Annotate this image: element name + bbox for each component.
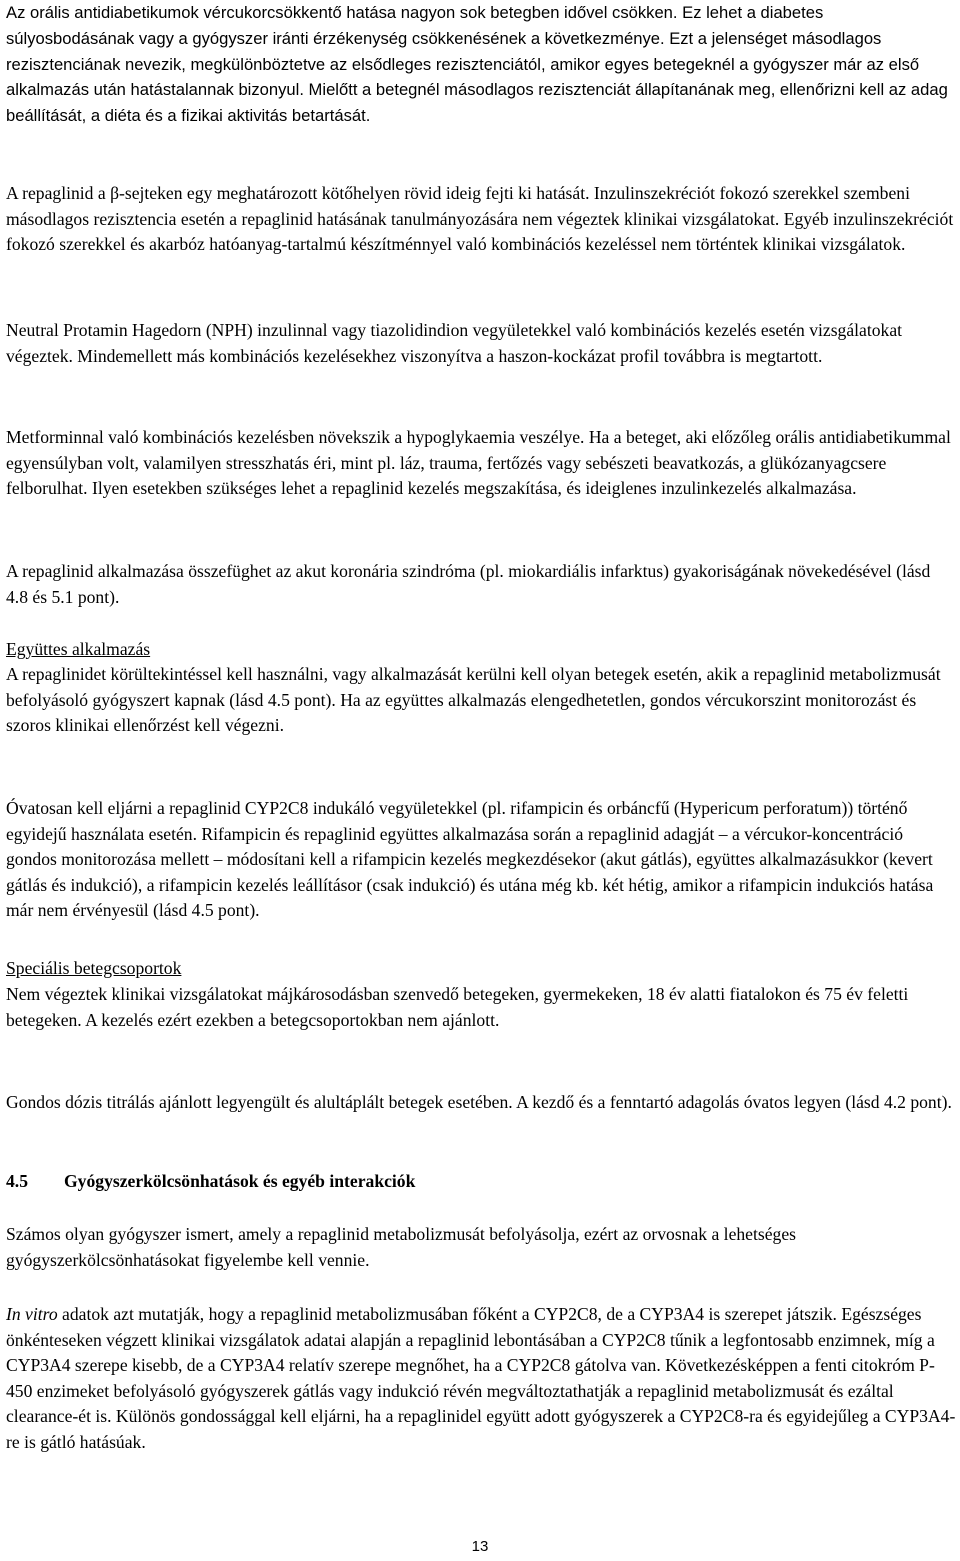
paragraph-resistance: Az orális antidiabetikumok vércukorcsökkentő hatása nagyon sok betegben idővel csökken. Ez lehet a diabetes súlyosbodásának vagy a gyógyszer iránti érzékenység csökkenésének a következménye. Ezt a jelenséget másodlagos rezisztenciának nevezik, megkülönböztetve az elsődleges rezisztenciától, amikor egyes betegeknél a gyógyszer már az első alkalmazás után hatástalannak bizonyul. Mielőtt a betegnél másodlagos rezisztenciát állapítanának meg, ellenőrizni kell az adag beállítását, a diéta és a fizikai aktivitás betartását. — [6, 3, 948, 126]
section-number: 4.5 — [6, 1171, 28, 1191]
paragraph-in-vitro — [6, 1302, 956, 1456]
paragraph-coronary: A repaglinid alkalmazása összefüghet az akut koronária szindróma (pl. miokardiális infarktus) gyakoriságának növekedésével (lásd 4.8 és 5.1 pont). — [6, 561, 931, 607]
paragraph-dose-titration: Gondos dózis titrálás ajánlott legyengült és alultáplált betegek esetében. A kezdő és a fenntartó adagolás óvatos legyen (lásd 4.2 pont). — [6, 1092, 952, 1112]
in-vitro-text: adatok azt mutatják, hogy a repaglinid metabolizmusában főként a CYP2C8, de a CYP3A4 is szerepet játszik. Egészséges önkénteseken végzett klinikai vizsgálatok adatai alapján a repaglinid lebontásában a CYP2C8 tűnik a legfontosabb enzimnek, míg a CYP3A4 szerepe kisebb, de a CYP3A4 relatív szerepe megnőhet, ha a CYP2C8 gátolva van. Következésképpen a fenti citokróm P-450 enzimeket befolyásoló gyógyszerek gátlás vagy indukció révén megváltoztathatják a repaglinid metabolizmusát és ezáltal clearance-ét is. Különös gondossággal kell eljárni, ha a repaglinidel együtt adott gyógyszerek a CYP2C8-ra és egyidejűleg a CYP3A4-re is gátló hatásúak. — [6, 1304, 956, 1452]
section-title: Gyógyszerkölcsönhatások és egyéb interakciók — [64, 1171, 416, 1191]
paragraph-cyp2c8-inducers: Óvatosan kell eljárni a repaglinid CYP2C8 indukáló vegyületekkel (pl. rifampicin és orbáncfű (Hypericum perforatum)) történő egyidejű használata esetén. Rifampicin és repaglinid együttes alkalmazása során a repaglinid adagját – a vércukor-koncentráció gondos monitorozása mellett – módosítani kell a rifampicin kezelés megkezdésekor (akut gátlás), együttes alkalmazásukkor (kevert gátlás és indukció), a rifampicin kezelés leállításor (csak indukció) és utána még kb. két hétig, amikor a rifampicin indukciós hatása már nem érvényesül (lásd 4.5 pont). — [6, 798, 934, 921]
in-vitro-italic: In vitro — [6, 1304, 58, 1324]
paragraph-coadministration: A repaglinidet körültekintéssel kell használni, vagy alkalmazását kerülni kell olyan betegek esetén, akik a repaglinid metabolizmusát befolyásoló gyógyszert kapnak (lásd 4.5 pont). Ha az együttes alkalmazás elengedhetetlen, gondos vércukorszint monitorozást és szoros klinikai ellenőrzést kell végezni. — [6, 664, 941, 736]
paragraph-repaglinide-binding: A repaglinid a β-sejteken egy meghatározott kötőhelyen rövid ideig fejti ki hatását. Inzulinszekréciót fokozó szerekkel szembeni másodlagos rezisztencia esetén a repaglinid hatásának tanulmányozására nem végeztek klinikai vizsgálatokat. Egyéb inzulinszekréciót fokozó szerekkel és akarbóz hatóanyag-tartalmú készítménnyel való kombinációs kezeléssel nem történtek klinikai vizsgálatok. — [6, 183, 954, 255]
subheading-coadministration: Együttes alkalmazás — [6, 639, 151, 659]
paragraph-special-populations: Nem végeztek klinikai vizsgálatokat májkárosodásban szenvedő betegeken, gyermekeken, 18 év alatti fiatalokon és 75 év feletti betegeken. A kezelés ezért ezekben a betegcsoportokban nem ajánlott. — [6, 984, 909, 1030]
page-number: 13 — [471, 1538, 489, 1555]
paragraph-interactions-intro: Számos olyan gyógyszer ismert, amely a repaglinid metabolizmusát befolyásolja, ezért az orvosnak a lehetséges gyógyszerkölcsönhatásokat figyelembe kell vennie. — [6, 1224, 796, 1270]
paragraph-nph-combination: Neutral Protamin Hagedorn (NPH) inzulinnal vagy tiazolidindion vegyületekkel való kombinációs kezelés esetén vizsgálatokat végeztek. Mindemellett más kombinációs kezelésekhez viszonyítva a haszon-kockázat profil továbbra is megtartott. — [6, 320, 903, 366]
subheading-special-populations: Speciális betegcsoportok — [6, 958, 182, 978]
section-heading-interactions — [6, 1169, 956, 1195]
paragraph-metformin: Metforminnal való kombinációs kezelésben növekszik a hypoglykaemia veszélye. Ha a beteget, aki előzőleg orális antidiabetikummal egyensúlyban volt, valamilyen stresszhatás éri, mint pl. láz, trauma, fertőzés vagy sebészeti beavatkozás, a glükózanyagcsere felborulhat. Ilyen esetekben szükséges lehet a repaglinid kezelés megszakítása, és ideiglenes inzulinkezelés alkalmazása. — [6, 427, 951, 499]
